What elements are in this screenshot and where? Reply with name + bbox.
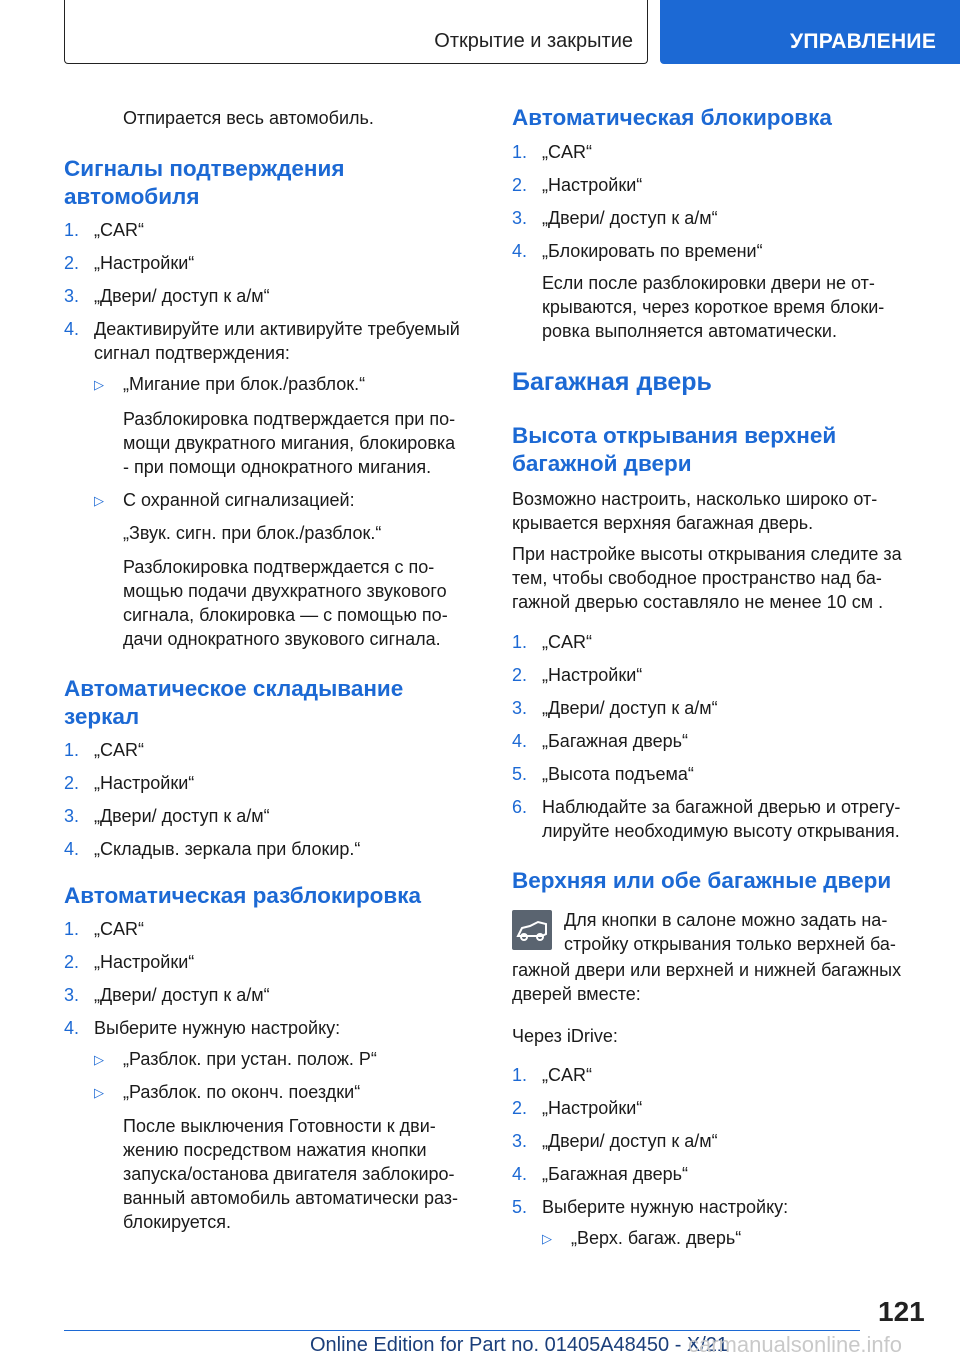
intro-text: Отпирается весь автомобиль.	[123, 108, 374, 128]
paragraph-line: сигнала, блокировка — с помощью по-	[123, 605, 448, 625]
paragraph-line: После выключения Готовности к дви-	[123, 1116, 436, 1136]
paragraph-line: Возможно настроить, насколько широко от-	[512, 489, 878, 509]
paragraph-line: блокируется.	[123, 1212, 231, 1232]
tailgate-icon	[512, 910, 552, 950]
bullet-icon: ▷	[542, 1231, 552, 1246]
footer-divider	[64, 1330, 860, 1331]
bullet-icon: ▷	[94, 1085, 104, 1100]
paragraph-line: Разблокировка подтверждается при по-	[123, 409, 456, 429]
sub-item: „Разблок. по оконч. поездки“	[123, 1082, 361, 1102]
sub-item: „Верх. багаж. дверь“	[571, 1228, 742, 1248]
paragraph-line: дачи однократного звукового сигнала.	[123, 629, 441, 649]
sub-item: С охранной сигнализацией:	[123, 490, 355, 510]
bullet-icon: ▷	[94, 493, 104, 508]
heading-signals-2: автомобиля	[64, 184, 200, 209]
paragraph-line: Для кнопки в салоне можно задать на-	[564, 910, 888, 930]
paragraph-line: крываются, через короткое время блоки-	[542, 297, 885, 317]
edition-text: Online Edition for Part no. 01405A48450 - X/21	[310, 1334, 729, 1356]
heading-mirror-1: Автоматическое складывание	[64, 676, 404, 701]
paragraph-line: гажной двери или верхней и нижней багажных	[512, 960, 902, 980]
page-number: 121	[878, 1296, 925, 1327]
header-section: УПРАВЛЕНИЕ	[790, 30, 937, 53]
heading-tailgate: Багажная дверь	[512, 368, 712, 396]
heading-mirror-2: зеркал	[64, 704, 140, 729]
header-chapter-box	[64, 0, 648, 64]
paragraph-line: Если после разблокировки двери не от-	[542, 273, 875, 293]
watermark: carmanualsonline.info	[688, 1332, 903, 1357]
paragraph-line: крывается верхняя багажная дверь.	[512, 513, 814, 533]
paragraph-line: мощью подачи двухкратного звукового	[123, 581, 447, 601]
list-item-cont: сигнал подтверждения:	[94, 343, 290, 363]
sub-item: „Мигание при блок./разблок.“	[123, 374, 366, 394]
via-idrive: Через iDrive:	[512, 1026, 618, 1046]
list-item-cont: лируйте необходимую высоту открывания.	[542, 821, 900, 841]
paragraph-line: При настройке высоты открывания следите за	[512, 544, 902, 564]
paragraph-line: тем, чтобы свободное пространство над ба-	[512, 568, 882, 588]
bullet-icon: ▷	[94, 377, 104, 392]
paragraph-line: ванный автомобиль автоматически раз-	[123, 1188, 459, 1208]
paragraph-line: Разблокировка подтверждается с по-	[123, 557, 435, 577]
paragraph-line: ровка выполняется автоматически.	[542, 321, 837, 341]
heading-height-2: багажной двери	[512, 451, 692, 476]
paragraph-line: - при помощи однократного мигания.	[123, 457, 432, 477]
header-section-tab	[660, 0, 960, 64]
sub-item-quote: „Звук. сигн. при блок./разблок.“	[123, 523, 382, 543]
heading-height-1: Высота открывания верхней	[512, 423, 837, 448]
paragraph-line: дверей вместе:	[512, 984, 641, 1004]
paragraph-line: мощи двукратного мигания, блокировка	[123, 433, 456, 453]
heading-lock: Автоматическая блокировка	[512, 105, 832, 130]
paragraph-line: жению посредством нажатия кнопки	[123, 1140, 427, 1160]
sub-item: „Разблок. при устан. полож. P“	[123, 1049, 377, 1069]
paragraph-line: запуска/останова двигателя заблокиро-	[123, 1164, 455, 1184]
paragraph-line: стройку открывания только верхней ба-	[564, 934, 896, 954]
heading-signals-1: Сигналы подтверждения	[64, 156, 345, 181]
paragraph-line: гажной дверью составляло не менее 10 см .	[512, 592, 884, 612]
bullet-icon: ▷	[94, 1052, 104, 1067]
header-chapter: Открытие и закрытие	[434, 30, 633, 52]
heading-unlock: Автоматическая разблокировка	[64, 883, 422, 908]
heading-upper: Верхняя или обе багажные двери	[512, 868, 892, 893]
